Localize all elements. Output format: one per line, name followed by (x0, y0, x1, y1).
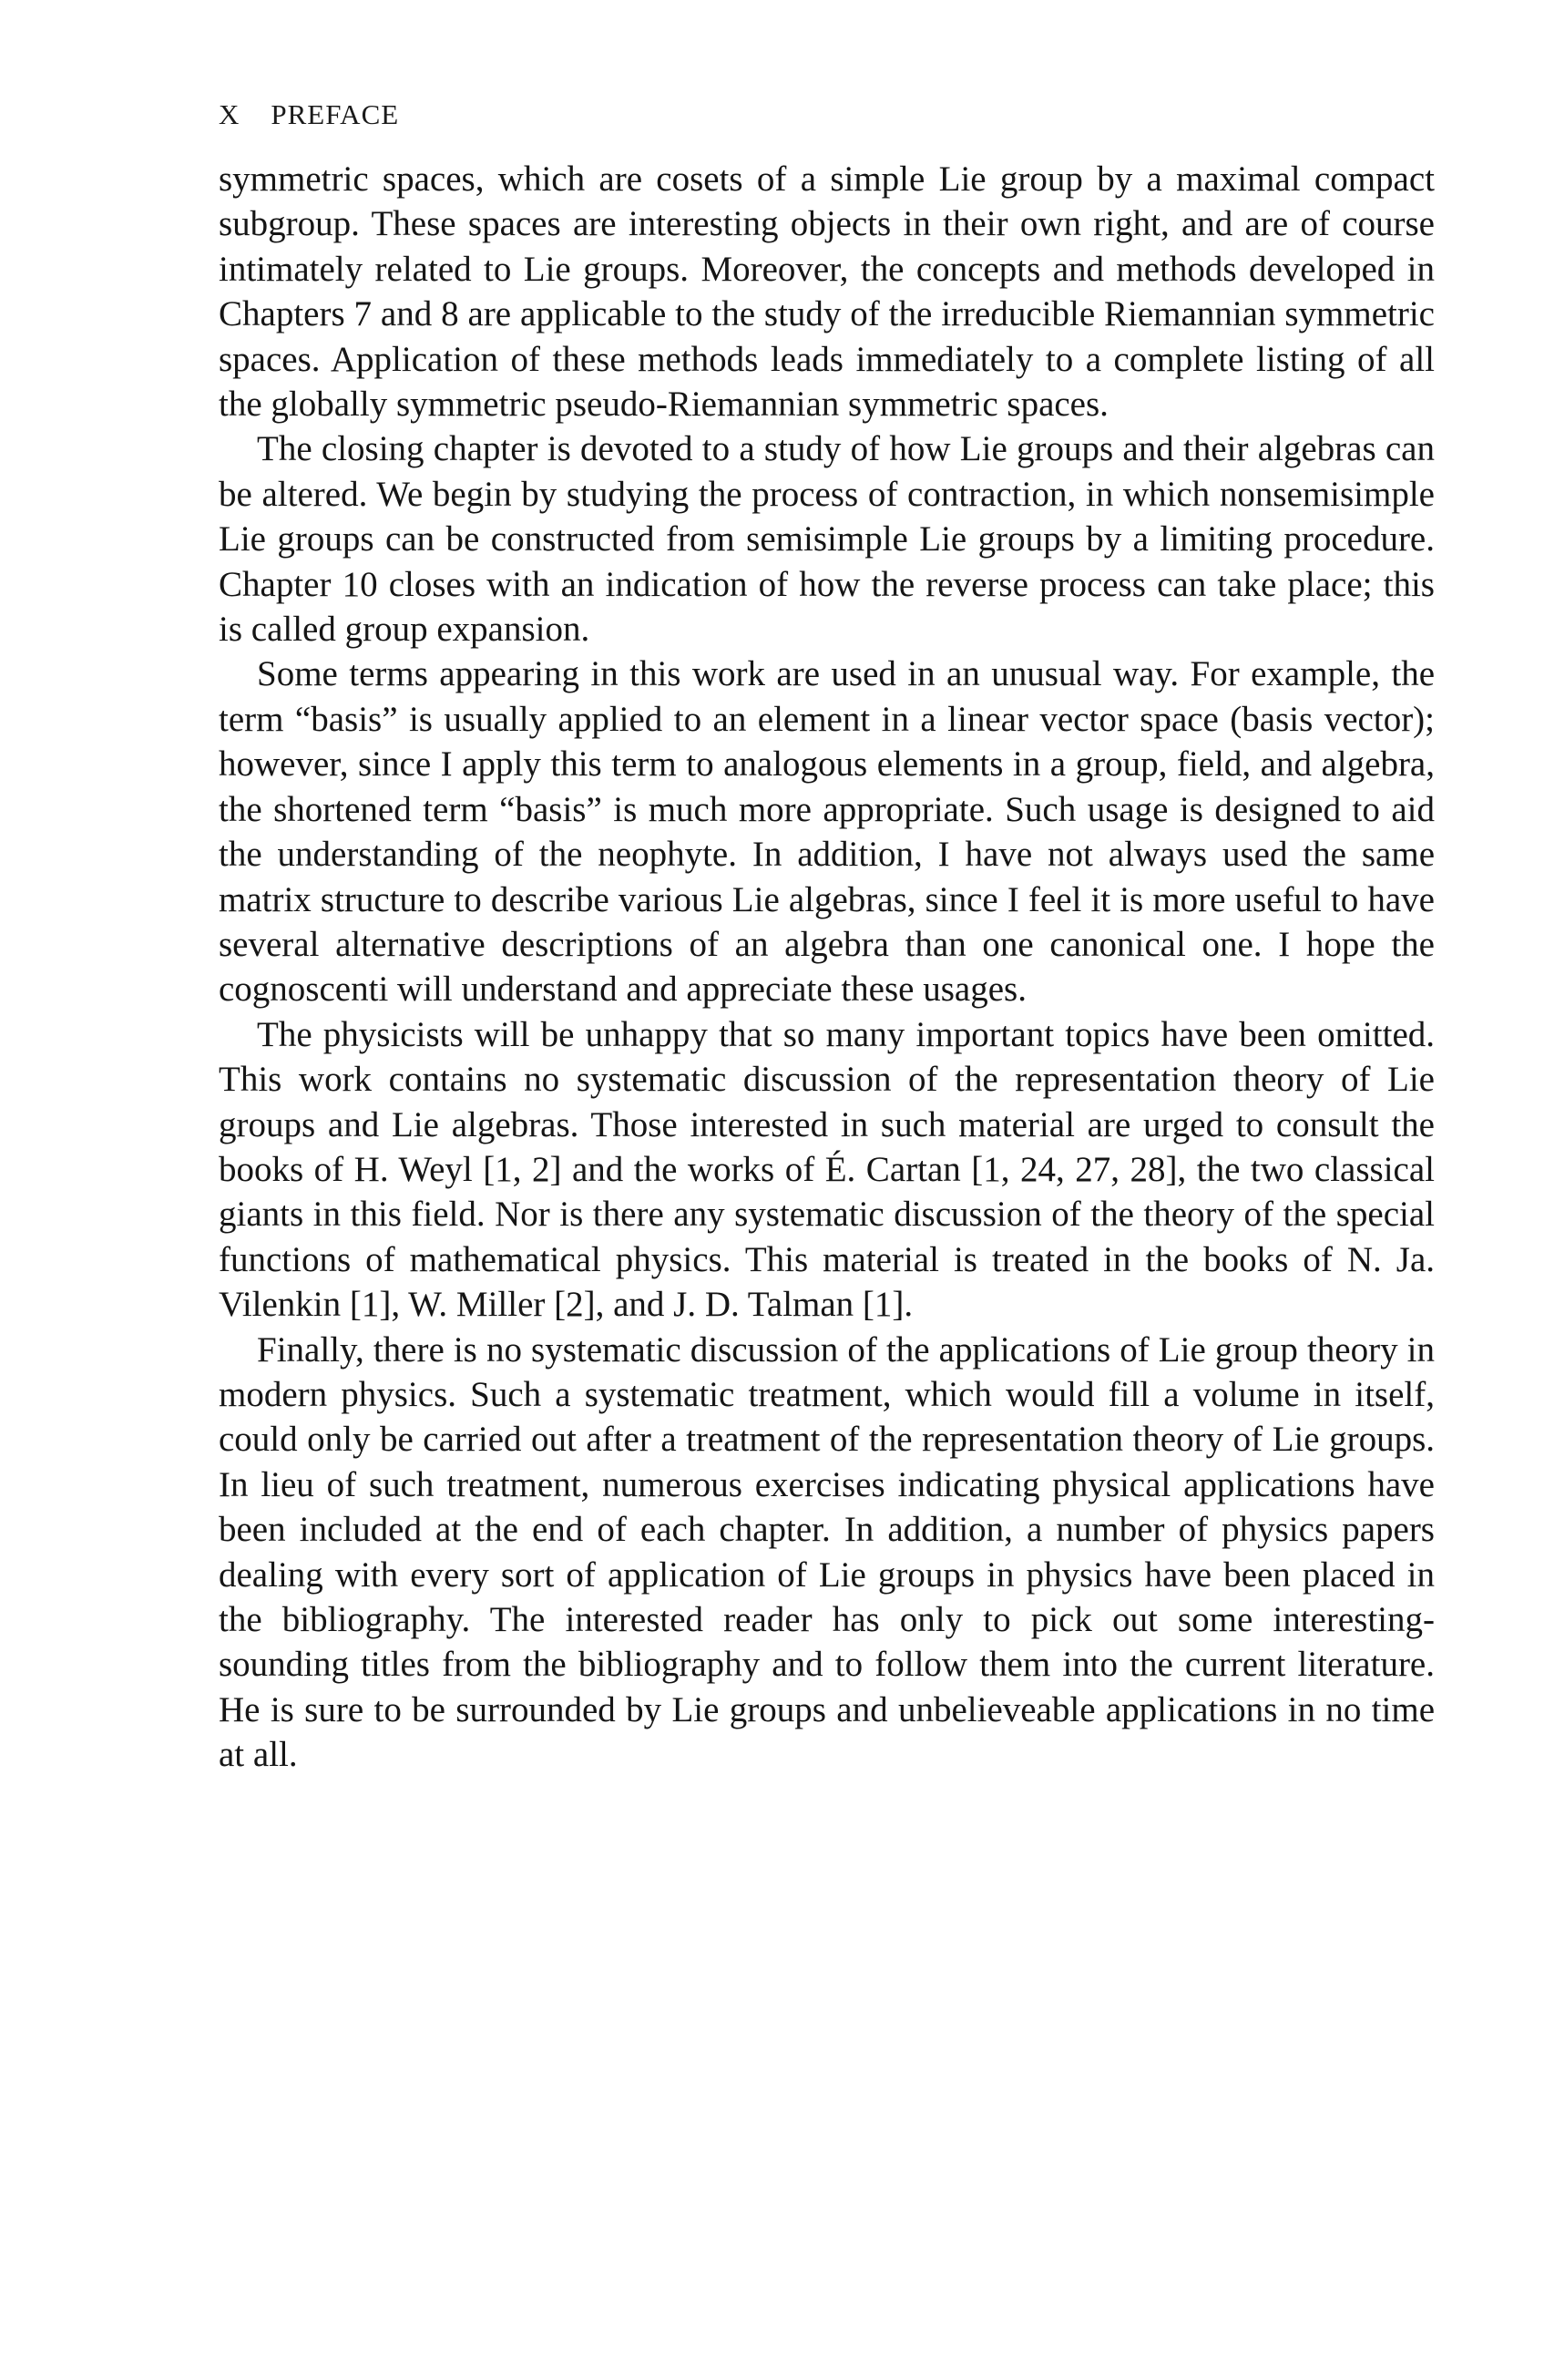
running-head (219, 98, 399, 131)
body-text (219, 157, 1435, 1778)
paragraph-omitted-topics: The physicists will be unhappy that so many important topics have been omitted. This work contains no systematic discussion of the representation theory of Lie groups and Lie algebras. Those interested in such material are urged to consult the books of H. Weyl [1, 2] and the works of É. Cartan [1, 24, 27, 28], the two classical giants in this field. Nor is there any systematic discussion of the theory of the special functions of mathematical physics. This material is treated in the books of N. Ja. Vilenkin [1], W. Miller [2], and J. D. Talman [1]. (219, 1014, 1435, 1325)
paragraph-continued: symmetric spaces, which are cosets of a simple Lie group by a maximal compact subgroup. These spaces are interesting objects in their own right, and are of course intimately related to Lie groups. Moreover, the concepts and methods developed in Chapters 7 and 8 are applicable to the study of the irreducible Riemannian symmetric spaces. Application of these methods leads immediately to a complete listing of all the globally symmetric pseudo-Riemannian symmetric spaces. (219, 159, 1435, 425)
paragraph-terms-usage: Some terms appearing in this work are used in an unusual way. For example, the term “basis” is usually applied to an element in a linear vector space (basis vector); however, since I apply this term to analogous elements in a group, field, and algebra, the shortened term “basis” is much more appropriate. Such usage is designed to aid the understanding of the neophyte. In addition, I have not always used the same matrix structure to describe various Lie algebras, since I feel it is more useful to have several alternative descriptions of an algebra than one canonical one. I hope the cognoscenti will understand and appreciate these usages. (219, 654, 1435, 1010)
page-number: X (219, 98, 240, 130)
paragraph-closing-chapter: The closing chapter is devoted to a study of how Lie groups and their algebras can be altered. We begin by studying the process of contraction, in which nonsemisimple Lie groups can be constructed from semisimple Lie groups by a limiting procedure. Chapter 10 closes with an indication of how the reverse process can take place; this is called group expansion. (219, 429, 1435, 650)
running-head-title: PREFACE (271, 98, 400, 130)
paragraph-applications: Finally, there is no systematic discussion of the applications of Lie group theory in modern physics. Such a systematic treatment, which would fill a volume in itself, could only be carried out after a treatment of the representation theory of Lie groups. In lieu of such treatment, numerous exercises indicating physical applications have been included at the end of each chapter. In addition, a number of physics papers dealing with every sort of application of Lie groups in physics have been placed in the bibliography. The interested reader has only to pick out some interesting-sounding titles from the bibliography and to follow them into the current literature. He is sure to be surrounded by Lie groups and unbelieveable applications in no time at all. (219, 1329, 1435, 1775)
